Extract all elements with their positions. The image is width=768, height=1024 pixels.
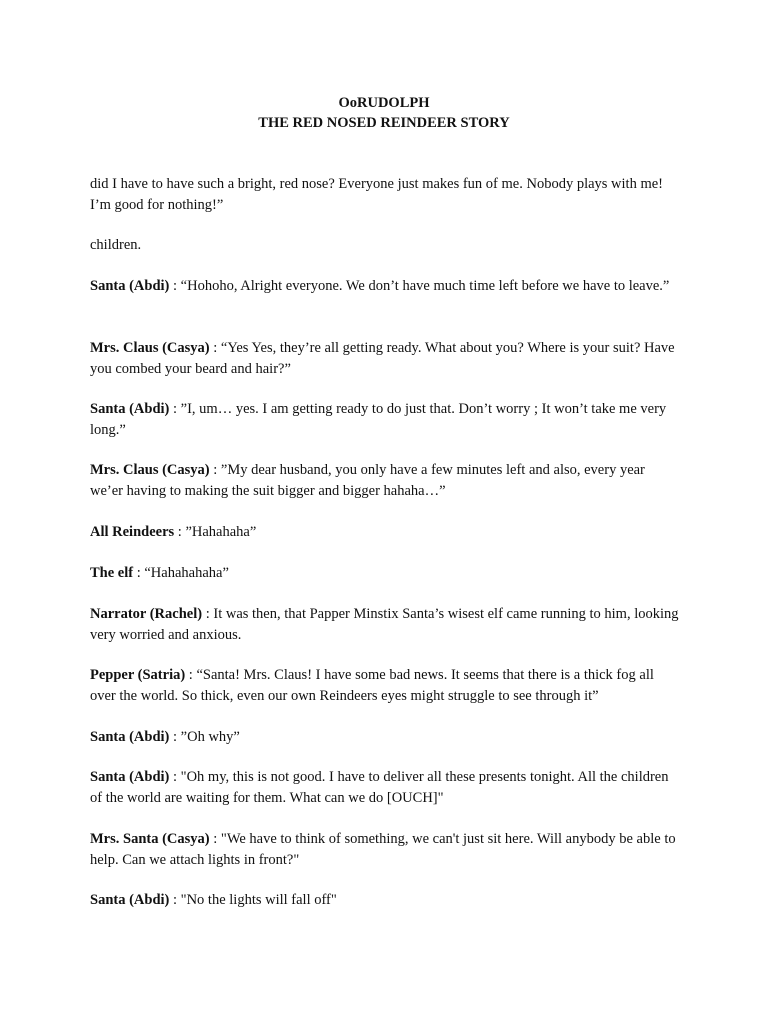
- document-subtitle: THE RED NOSED REINDEER STORY: [258, 115, 510, 131]
- speaker-separator: :: [209, 340, 221, 356]
- dialogue-text: “Yes Yes, they’re all getting ready. What about you? Where is your suit? Have you combed your beard and hair?”: [90, 340, 675, 377]
- speaker-name: Santa (Abdi): [90, 729, 170, 745]
- speaker-separator: :: [185, 667, 197, 683]
- speaker-name: All Reindeers: [90, 524, 175, 540]
- dialogue-text: did I have to have such a bright, red nose? Everyone just makes fun of me. Nobody plays with me! I’m good for nothing!”: [90, 176, 664, 213]
- speaker-separator: :: [169, 401, 181, 417]
- script-paragraph: [90, 460, 680, 502]
- dialogue-text: “Santa! Mrs. Claus! I have some bad news. It seems that there is a thick fog all over the world. So thick, even our own Reindeers eyes might struggle to see through it”: [90, 667, 654, 704]
- dialogue-text: “Hahahahaha”: [144, 565, 229, 581]
- speaker-separator: :: [133, 565, 145, 581]
- dialogue-text: It was then, that Papper Minstix Santa’s wisest elf came running to him, looking very worried and anxious.: [90, 606, 679, 643]
- script-paragraph: [90, 665, 680, 707]
- dialogue-text: children.: [90, 237, 142, 253]
- script-paragraph: [90, 174, 680, 216]
- speaker-separator: :: [174, 524, 186, 540]
- speaker-separator: :: [202, 606, 214, 622]
- speaker-name: Santa (Abdi): [90, 401, 170, 417]
- script-paragraph: [90, 829, 680, 871]
- speaker-name: The elf: [90, 565, 134, 581]
- dialogue-text: ”Oh why”: [180, 729, 240, 745]
- speaker-name: Santa (Abdi): [90, 278, 170, 294]
- speaker-name: Pepper (Satria): [90, 667, 186, 683]
- speaker-name: Narrator (Rachel): [90, 606, 203, 622]
- speaker-separator: :: [169, 892, 181, 908]
- speaker-separator: :: [169, 278, 181, 294]
- script-paragraph: [90, 399, 680, 441]
- speaker-name: Mrs. Claus (Casya): [90, 340, 210, 356]
- speaker-name: Mrs. Claus (Casya): [90, 462, 210, 478]
- script-paragraph: [90, 522, 680, 543]
- speaker-name: Santa (Abdi): [90, 892, 170, 908]
- speaker-separator: :: [169, 769, 181, 785]
- script-paragraph: [90, 276, 680, 297]
- dialogue-text: "No the lights will fall off": [180, 892, 337, 908]
- speaker-separator: :: [209, 462, 221, 478]
- speaker-name: Mrs. Santa (Casya): [90, 831, 210, 847]
- script-paragraph: [90, 727, 680, 748]
- script-paragraph: [90, 338, 680, 380]
- script-paragraph: [90, 767, 680, 809]
- dialogue-text: “Hohoho, Alright everyone. We don’t have much time left before we have to leave.”: [180, 278, 670, 294]
- speaker-separator: :: [169, 729, 181, 745]
- speaker-name: Santa (Abdi): [90, 769, 170, 785]
- dialogue-text: "Oh my, this is not good. I have to deliver all these presents tonight. All the children of the world are waiting for them. What can we do [OUCH]": [90, 769, 669, 806]
- document-title: OoRUDOLPH: [338, 95, 430, 111]
- dialogue-text: ”My dear husband, you only have a few minutes left and also, every year we’er having to making the suit bigger and bigger hahaha…”: [90, 462, 645, 499]
- script-paragraph: [90, 235, 680, 256]
- dialogue-text: ”Hahahaha”: [185, 524, 257, 540]
- script-paragraph: [90, 890, 680, 911]
- script-paragraph: [90, 604, 680, 646]
- script-paragraph: [90, 563, 680, 584]
- speaker-separator: :: [209, 831, 221, 847]
- dialogue-text: "We have to think of something, we can't just sit here. Will anybody be able to help. Can we attach lights in front?": [90, 831, 676, 868]
- dialogue-text: ”I, um… yes. I am getting ready to do just that. Don’t worry ; It won’t take me very long.”: [90, 401, 667, 438]
